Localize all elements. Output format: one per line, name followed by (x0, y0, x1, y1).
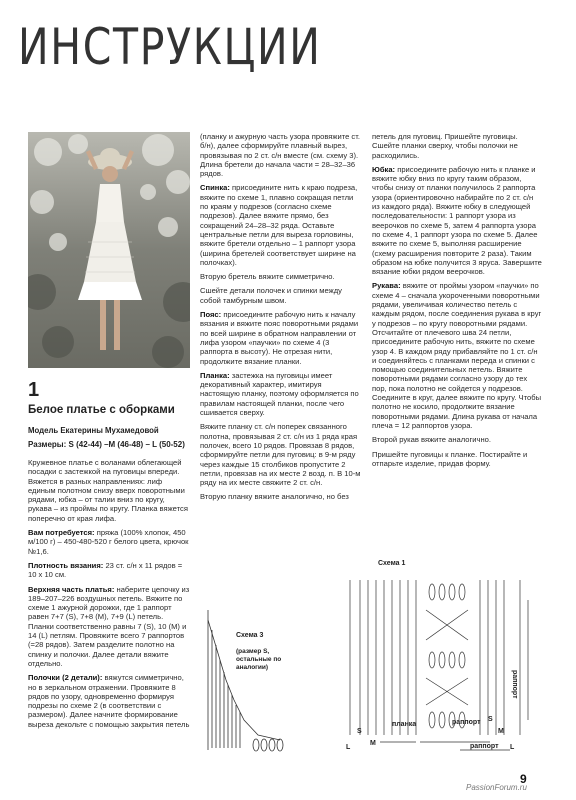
seams-text: Сшейте детали полочек и спинки между собой тамбурным швом. (200, 286, 342, 305)
fronts-text: вяжутся симметрично, но в зеркальном отражении. Провяжите 8 рядов по узору, одновременно формируя подрезы по схеме 2 (в соответствии с размером). Далее начните формирование выреза декольте с помощью закрытия петель (28, 673, 190, 729)
belt-text: присоедините рабочую нить к началу вязания и вяжите пояс поворотными рядами по всей ширине в обратном направлении от лифа узором «паучки» по схеме 4 (3 раппорта в высоту). Не отрезая нити, продолжите вязание планки. (200, 310, 359, 366)
scheme1-label: Схема 1 (378, 560, 406, 567)
size-s-label-b: S (488, 716, 493, 723)
cont-text-3: петель для пуговиц. Пришейте пуговицы. Сшейте планки сверху, чтобы полочки не расходились. (372, 132, 518, 160)
fronts-para (28, 673, 190, 729)
pattern-title: Белое платье с оборками (28, 404, 175, 416)
placket-second-text: Вторую планку вяжите аналогично, но без (200, 492, 349, 502)
second-sleeve-text: Второй рукав вяжите аналогично. (372, 435, 492, 445)
column-2 (200, 132, 362, 507)
sleeves-label: Рукава: (372, 281, 401, 291)
rapport-label-vertical: раппорт (511, 670, 518, 699)
page-title: ИНСТРУКЦИИ (18, 18, 322, 76)
strap-text: Вторую бретель вяжите симметрично. (200, 272, 335, 282)
back-label: Спинка: (200, 183, 230, 193)
sleeves-text: вяжите от проймы узором «паучки» по схеме 4 – сначала укороченными поворотными рядами, увеличивая количество петель с каждым рядом, после соединения рукава в круг у подрезов – по кругу поворотными рядами. Отсчитайте от плечевого шва 24 петли, присоедините рабочую нить, вяжите по схеме узор 4. В каждом ряду прибавляйте по 1 ст. с/н и соединяйтесь с планками переда и спинки с помощью соединительных петель. Вяжите поворотными рядами согласно узору до тех пор, пока полотно не сойдется у подрезов. Соедините в круг, далее вяжите по кругу. Чтобы полотно не косило, продолжите вязание поворотными рядами. Длина рукава от начала плеча = 12 раппортов узора. (372, 281, 542, 430)
rapport-label-2: раппорт (470, 743, 499, 750)
skirt-para (372, 165, 542, 277)
placket-label: Планка: (200, 370, 230, 380)
size-l-label-a: L (346, 744, 351, 751)
placket-text: застежка на пуговицы имеет декоративный характер, имитируя настоящую планку, поэтому оформляется по правилам настоящей планки, после чего сшивается сверху. (200, 370, 359, 418)
cont-text-2: (планку и ажурную часть узора провяжите ст. б/н), далее сформируйте плавный вырез, провязывая по 2 ст. с/н вместе (см. схему 3). Длина бретели до начала части = 28–32–36 рядов. (200, 132, 360, 179)
placket-para (200, 371, 362, 417)
materials-label: Вам потребуется: (28, 528, 95, 538)
belt-label: Пояс: (200, 310, 222, 320)
scheme3-diagram (200, 600, 310, 760)
intro-text: Кружевное платье с воланами облегающей посадки с застежкой на пуговицы впереди. Вяжется в разных направлениях: лиф единым полотном снизу вверх поворотными рядами, юбка – от талии вниз по кругу, рукава – из проймы по кругу. Планка вяжется поперечно от края лифа. (28, 458, 188, 523)
rapport-label-1: раппорт (452, 719, 481, 726)
watermark: PassionForum.ru (466, 783, 527, 792)
finish-text: Пришейте пуговицы к планке. Постирайте и отпарьте изделие, придав форму. (372, 449, 528, 468)
placket-label-diagram: планка (392, 721, 417, 728)
skirt-label: Юбка: (372, 164, 396, 174)
scheme1-diagram (340, 570, 540, 760)
size-m-label-b: M (498, 728, 504, 735)
column-1 (28, 458, 190, 734)
sleeves-para (372, 281, 542, 430)
back-text: присоедините нить к краю подреза, вяжите по схеме 1, плавно сокращая петли по краям у подрезов (согласно схеме подрезов). Далее вяжите прямо, без сокращений 24–28–32 ряда. Оставьте центральные петли для выреза горловины, вяжите бретели отдельно – 1 раппорт узора (ширина бретелей соответствует ширине на полочках). (200, 183, 358, 267)
size-l-label-b: L (510, 744, 515, 751)
page-number: 9 (520, 772, 527, 786)
top-text: наберите цепочку из 189–207–226 воздушных петель. Вяжите по схеме 1 ажурной дорожки, где 1 раппорт равен 7+7 (S), 7+8 (M), 7+9 (L) петель. Планки соответственно равны 7 (S), 10 (M) и 14 (L) петлям. Провяжите всего 7 раппортов (=28 рядов). Затем разделите полотно на спинку и полочки. Далее детали вяжите отдельно. (28, 584, 190, 668)
placket-knit-text: Вяжите планку ст. с/н поперек связанного полотна, провязывая 2 ст. с/н из 1 ряда края полочек, всего 10 рядов. Провязав 8 рядов, сформируйте петли для пуговиц: в 9-м ряду через каждые 15 столбиков пропустите 2 петли, провязав на их месте 2 возд. п. В 10-м ряду на их месте свяжите 2 ст. с/н. (200, 422, 361, 488)
fronts-label: Полочки (2 детали): (28, 673, 103, 683)
gauge-label: Плотность вязания: (28, 560, 104, 570)
back-para (200, 183, 362, 267)
pattern-number: 1 (28, 379, 40, 401)
model-author: Модель Екатерины Мухамедовой (28, 426, 159, 435)
skirt-text: присоедините рабочую нить к планке и вяжите юбку вниз по кругу таким образом, чтобы снизу от планки получилось 2 раппорта узора (ориентировочно набирайте по 2 ст. с/н из каждого ряда). Вяжите юбку в следующей последовательности: 1 раппорт узора из веерочков по схеме 5, затем 4 раппорта узора по схеме 4, 1 раппорт узора по схеме 5. Далее вяжите по схеме 5, выполняя расширение (схему расширения повторите 2 раза). Таким образом на юбке получится 3 яруса. Завершите вязание юбки рядом веерочков. (372, 164, 542, 277)
gauge-para (28, 561, 190, 580)
materials-para (28, 528, 190, 556)
column-3 (372, 132, 542, 473)
size-m-label-a: M (370, 740, 376, 747)
model-photo (28, 132, 190, 368)
belt-para (200, 310, 362, 366)
gauge-text: 23 ст. с/н х 11 рядов = 10 х 10 см. (28, 560, 183, 580)
top-label: Верхняя часть платья: (28, 584, 115, 594)
scheme3-note: (размер S, остальные по аналогии) (236, 648, 282, 671)
sizes-line: Размеры: S (42-44) –M (46-48) – L (50-52) (28, 440, 185, 449)
materials-text: пряжа (100% хлопок, 450 м/100 г) – 450-480-520 г белого цвета, крючок №1,6. (28, 528, 189, 556)
size-s-label-a: S (357, 728, 362, 735)
top-para (28, 585, 190, 669)
scheme3-label: Схема 3 (236, 632, 264, 639)
